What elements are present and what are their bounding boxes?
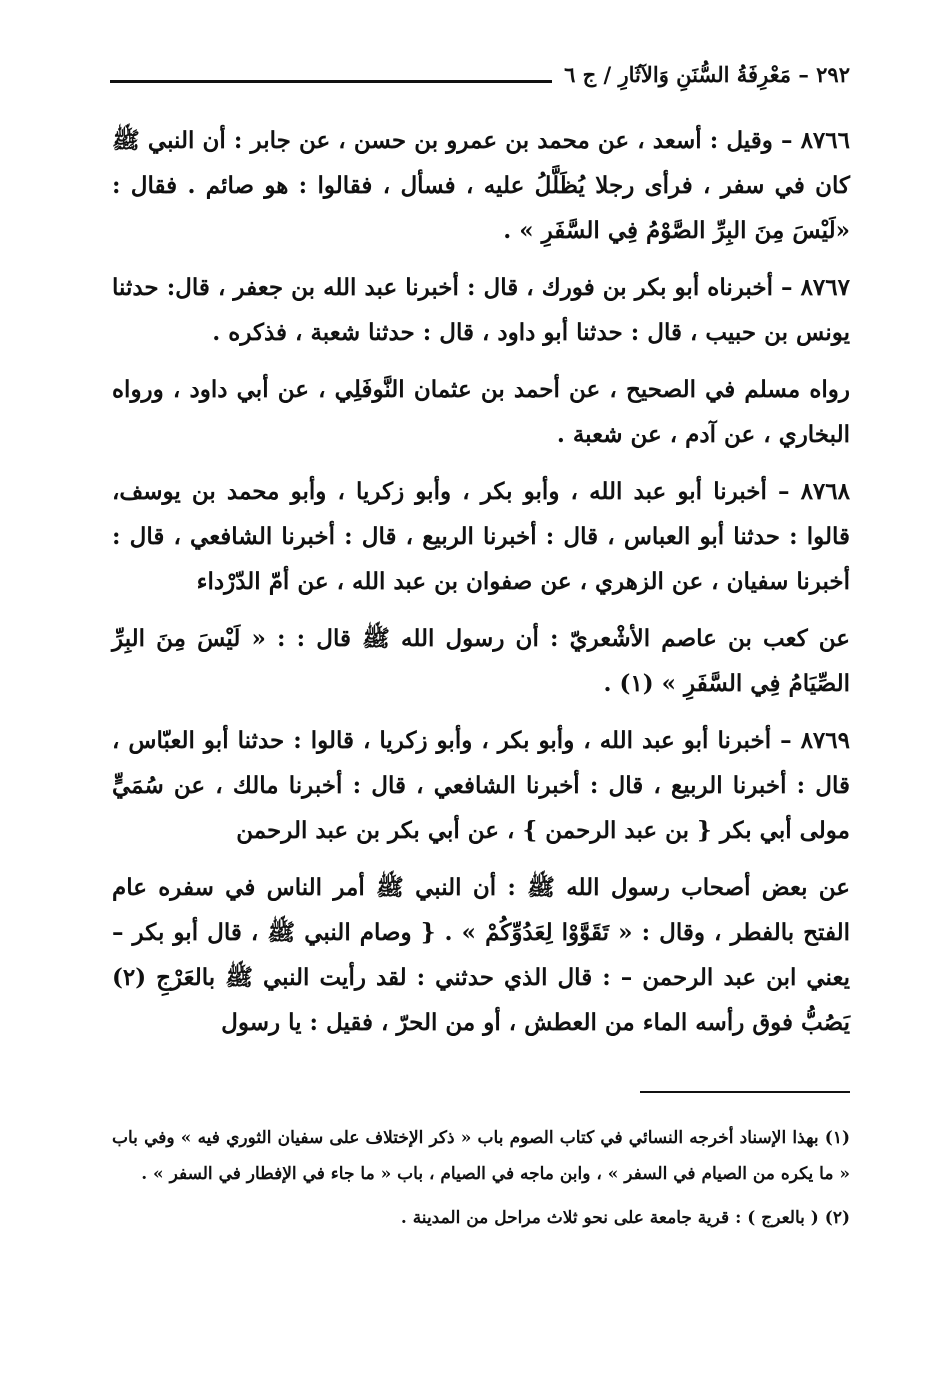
- footnotes: [112, 1120, 850, 1244]
- hadith-8769: ٨٧٦٩ – أخبرنا أبو عبد الله ، وأبو بكر ، وأبو زكريا ، قالوا : حدثنا أبو العبّاس ، قال : أخبرنا الربيع ، قال : أخبرنا الشافعي ، قال : أخبرنا مالك ، عن سُمَيٍّ مولى أبي بكر { بن عبد الرحمن } ، عن أبي بكر بن عبد الرحمن: [112, 727, 850, 844]
- main-text: [112, 118, 850, 1057]
- hadith-8768-text: عن كعب بن عاصم الأشْعريّ : أن رسول الله ﷺ قال : : « لَيْسَ مِنَ البِرِّ الصِّيَامُ فِي السَّفَرِ » (١) .: [112, 625, 850, 697]
- header-rule: [110, 80, 552, 83]
- running-header: ٢٩٢ – مَعْرِفَةُ السُّنَنِ وَالآثَارِ / ج ٦: [564, 61, 850, 87]
- narration-note: رواه مسلم في الصحيح ، عن أحمد بن عثمان النَّوفَلِي ، عن أبي داود ، ورواه البخاري ، عن آدم ، عن شعبة .: [112, 376, 850, 448]
- hadith-8767: ٨٧٦٧ – أخبرناه أبو بكر بن فورك ، قال : أخبرنا عبد الله بن جعفر ، قال: حدثنا يونس بن حبيب ، قال : حدثنا أبو داود ، قال : حدثنا شعبة ، فذكره .: [112, 274, 850, 346]
- hadith-8769-text: عن بعض أصحاب رسول الله ﷺ : أن النبي ﷺ أمر الناس في سفره عام الفتح بالفطر ، وقال : « تَقَوَّوْا لِعَدُوِّكُمْ » . { وصام النبي ﷺ ، قال أبو بكر – يعني ابن عبد الرحمن – : قال الذي حدثني : لقد رأيت النبي ﷺ بالعَرْجِ (٢) يَصُبُّ فوق رأسه الماء من العطش ، أو من الحرّ ، فقيل : يا رسول: [112, 874, 850, 1036]
- page-header: [110, 52, 850, 96]
- footnote-2: (٢) ( بالعرج ) : قرية جامعة على نحو ثلاث مراحل من المدينة .: [400, 1208, 850, 1228]
- hadith-8766: ٨٧٦٦ – وقيل : أسعد ، عن محمد بن عمرو بن حسن ، عن جابر : أن النبي ﷺ كان في سفر ، فرأى رجلا يُظَلَّلُ عليه ، فسأل ، فقالوا : هو صائم . فقال : «لَيْسَ مِنَ البِرِّ الصَّوْمُ فِي السَّفَرِ » .: [112, 127, 850, 244]
- footnote-rule: [640, 1091, 850, 1093]
- footnote-1: (١) بهذا الإسناد أخرجه النسائي في كتاب الصوم باب « ذكر الإختلاف على سفيان الثوري فيه » وفي باب « ما يكره من الصيام في السفر » ، وابن ماجه في الصيام ، باب « ما جاء في الإفطار في السفر » .: [112, 1128, 850, 1184]
- hadith-8768: ٨٧٦٨ – أخبرنا أبو عبد الله ، وأبو بكر ، وأبو زكريا ، وأبو محمد بن يوسف، قالوا : حدثنا أبو العباس ، قال : أخبرنا الربيع ، قال : أخبرنا الشافعي ، قال : أخبرنا سفيان ، عن الزهري ، عن صفوان بن عبد الله ، عن أمّ الدّرْداء: [112, 478, 850, 595]
